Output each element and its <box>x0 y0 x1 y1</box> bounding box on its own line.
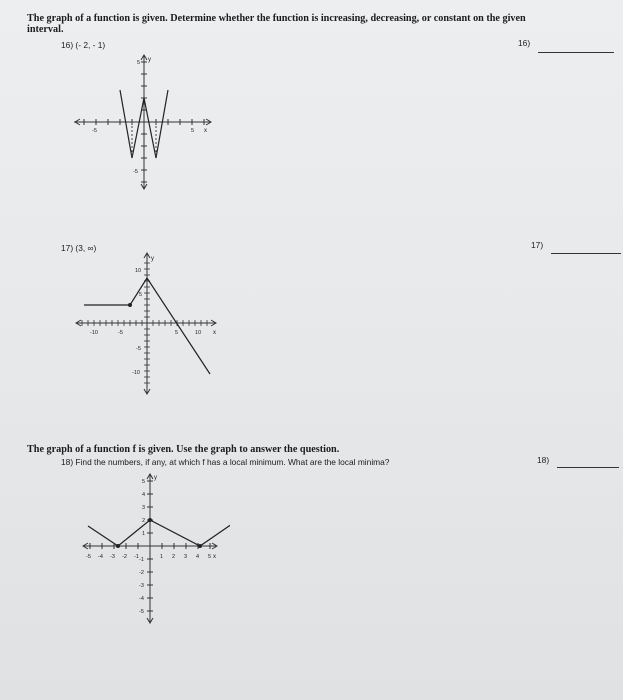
q18-graph <box>80 470 230 630</box>
q18-tick-x-neg4: -4 <box>98 554 103 560</box>
q17-answer-blank[interactable] <box>551 253 621 254</box>
q16-label: 16) (- 2, - 1) <box>61 40 106 50</box>
q18-y-axis <box>147 474 153 623</box>
q18-axis-x-label: x <box>213 554 216 560</box>
q17-tick-y-5: 5 <box>139 292 143 298</box>
q18-tick-x-neg5: -5 <box>86 554 91 560</box>
q17-tick-y-neg10: -10 <box>132 370 140 376</box>
instructions-1-line1: The graph of a function is given. Determine whether the function is increasing, decreasing, or constant on the given <box>27 13 526 24</box>
q16-answer-blank[interactable] <box>538 52 614 53</box>
q16-axis-x-label: x <box>204 128 207 134</box>
q18-tick-x-neg1: -1 <box>134 554 139 560</box>
q16-tick-y-pos5: 5 <box>137 60 141 66</box>
q17-graph <box>70 250 220 398</box>
instructions-1 <box>27 13 607 35</box>
q18-tick-x-2: 2 <box>172 554 176 560</box>
q18-tick-y-neg4: -4 <box>139 596 144 602</box>
q18-tick-y-5: 5 <box>142 479 146 485</box>
q18-label: 18) Find the numbers, if any, at which f has a local minimum. What are the local minima? <box>61 457 390 467</box>
q18-axis-y-label: y <box>154 475 157 481</box>
q17-tick-x-5: 5 <box>175 330 179 336</box>
q18-tick-y-neg3: -3 <box>139 583 144 589</box>
instructions-2 <box>27 444 339 455</box>
q18-tick-y-3: 3 <box>142 505 146 511</box>
instructions-1-line2: interval. <box>27 24 64 35</box>
q18-tick-y-neg1: -1 <box>139 557 144 563</box>
q16-x-axis <box>74 119 211 125</box>
q17-label: 17) (3, ∞) <box>61 243 97 253</box>
q18-tick-y-4: 4 <box>142 492 146 498</box>
q16-tick-y-neg5: -5 <box>133 169 138 175</box>
q18-tick-y-neg2: -2 <box>139 570 144 576</box>
q18-tick-x-3: 3 <box>184 554 188 560</box>
q17-tick-x-neg5: -5 <box>118 330 123 336</box>
q18-min-point-left <box>116 544 120 548</box>
q17-tick-x-neg10: -10 <box>90 330 98 336</box>
q17-axis-y-label: y <box>151 256 154 262</box>
q17-tick-x-10: 10 <box>195 330 202 336</box>
q17-endpoint <box>128 303 132 307</box>
q17-axis-x-label: x <box>213 330 216 336</box>
q18-answer-number: 18) <box>537 455 550 465</box>
instructions-2-line1: The graph of a function f is given. Use the graph to answer the question. <box>27 444 340 455</box>
q16-tick-x-pos5: 5 <box>191 128 195 134</box>
q18-function-curve <box>88 520 230 546</box>
q18-tick-y-neg5: -5 <box>139 609 144 615</box>
q18-tick-x-5: 5 <box>208 554 212 560</box>
q18-answer-blank[interactable] <box>557 467 619 468</box>
q17-answer-number: 17) <box>531 240 544 250</box>
q18-max-point <box>148 518 152 522</box>
q16-answer-number: 16) <box>518 38 531 48</box>
q16-tick-x-neg5: -5 <box>92 128 97 134</box>
q16-axis-y-label: y <box>148 57 151 63</box>
q18-tick-x-neg2: -2 <box>122 554 127 560</box>
q18-tick-y-1: 1 <box>142 531 146 537</box>
q17-tick-y-10: 10 <box>135 268 142 274</box>
q18-tick-y-2: 2 <box>142 518 146 524</box>
q18-tick-x-1: 1 <box>160 554 164 560</box>
q18-tick-x-neg3: -3 <box>110 554 115 560</box>
q17-tick-y-neg5: -5 <box>136 346 141 352</box>
q18-tick-x-4: 4 <box>196 554 200 560</box>
q18-min-point-right <box>198 544 202 548</box>
q16-graph <box>68 52 218 192</box>
